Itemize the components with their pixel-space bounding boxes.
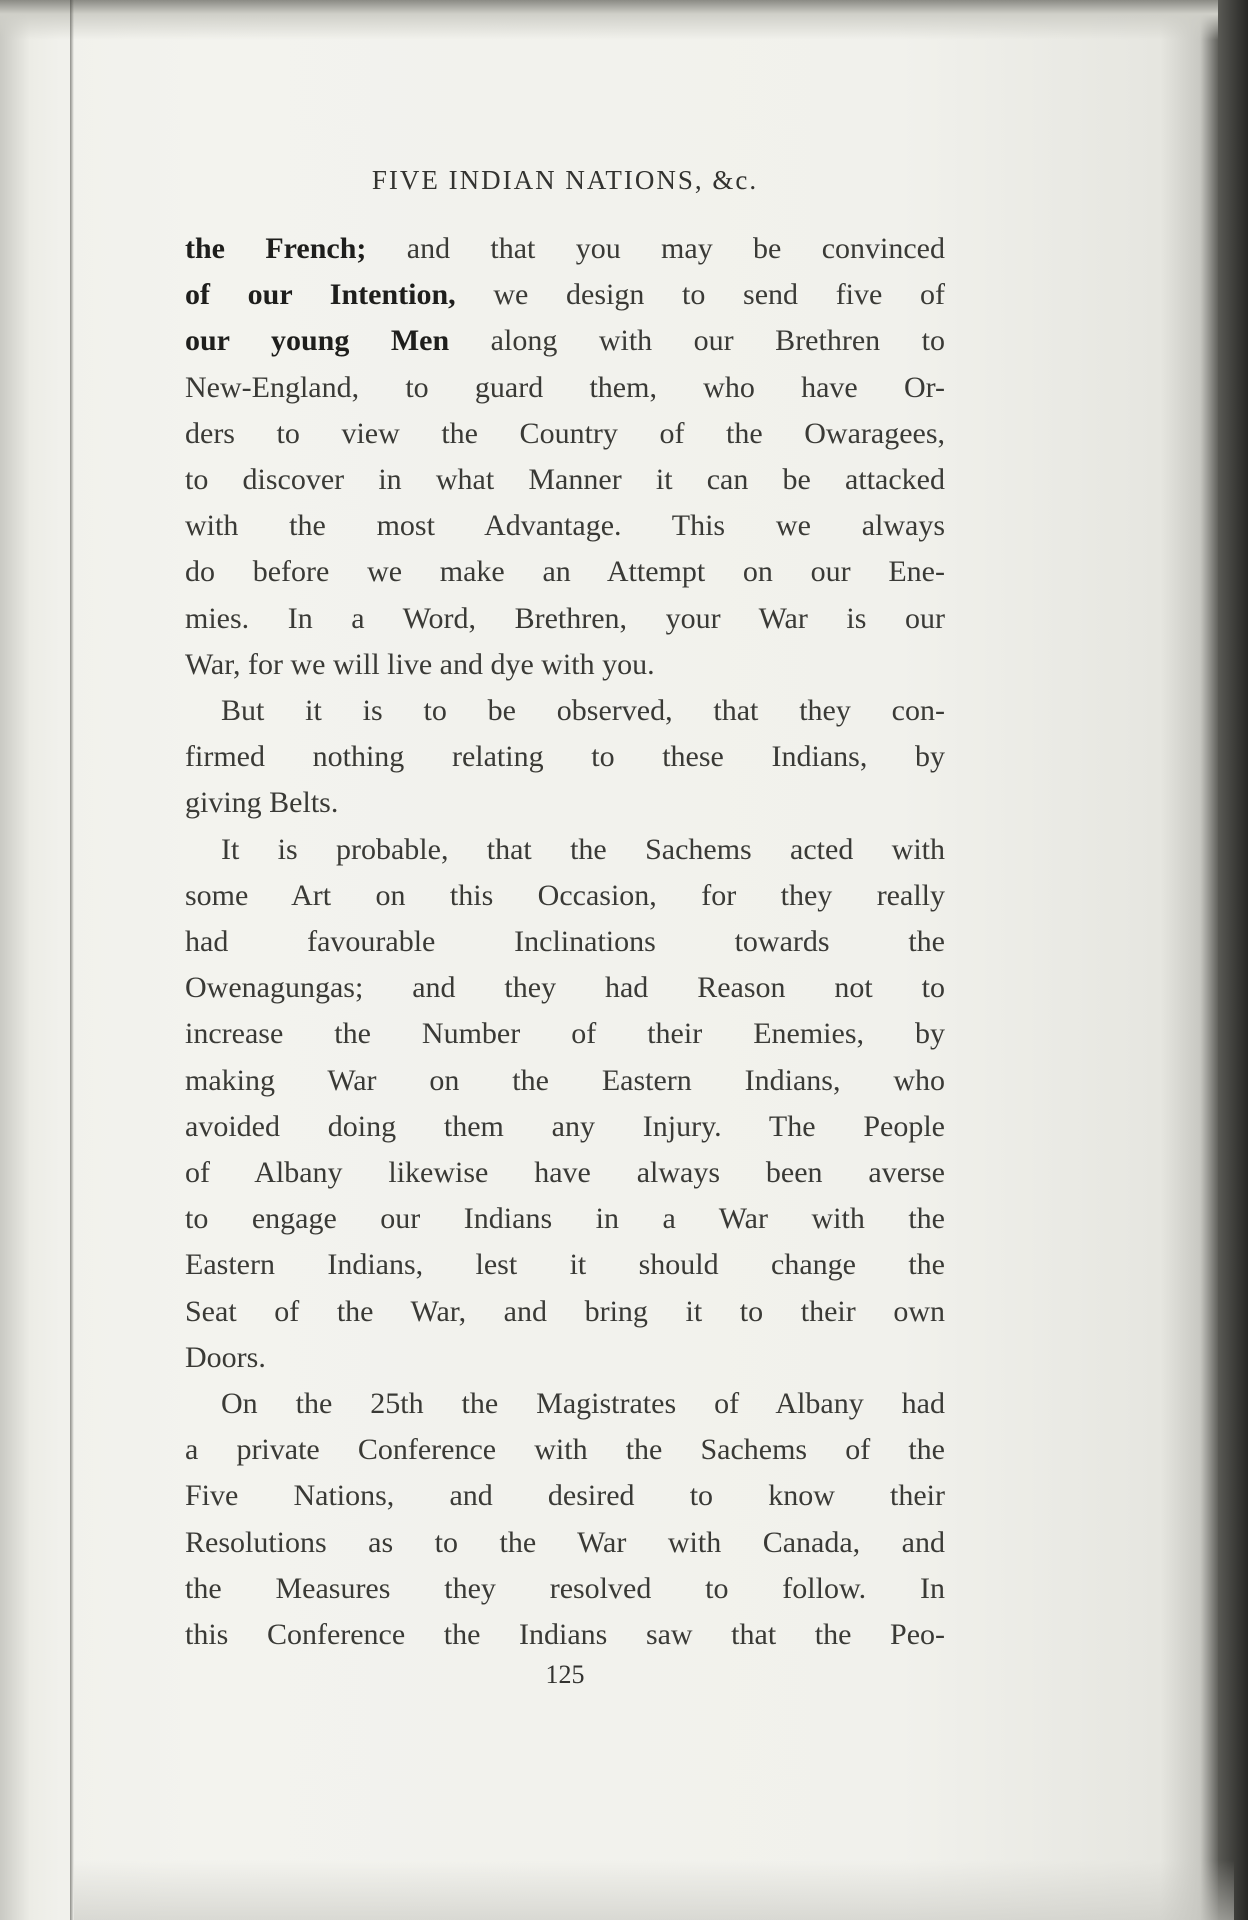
page-bottom-shadow [74,1860,1234,1920]
top-shadow [0,0,1248,40]
text-line: to engage our Indians in a War with the [185,1202,945,1236]
paragraph-3 [185,827,945,1381]
text-line: Doors. [185,1340,266,1374]
text-line: making War on the Eastern Indians, who [185,1063,945,1097]
text-line: Eastern Indians, lest it should change the [185,1248,945,1282]
text-line: avoided doing them any Injury. The People [185,1109,945,1143]
page-number: 125 [545,1660,585,1690]
book-gutter [70,0,74,1920]
paragraph-1 [185,226,945,688]
text-line: of Albany likewise have always been averse [185,1156,945,1190]
text-line: some Art on this Occasion, for they really [185,878,945,912]
text-line: a private Conference with the Sachems of the [185,1433,945,1467]
text-line: Owenagungas; and they had Reason not to [185,971,945,1005]
text-line: mies. In a Word, Brethren, your War is our [185,601,945,635]
paragraph-2 [185,688,945,827]
text-line: Resolutions as to the War with Canada, and [185,1525,945,1559]
book-edge [1218,0,1248,1920]
text-line: with the most Advantage. This we always [185,509,945,543]
text-line: It is probable, that the Sachems acted with [221,832,945,866]
text-line: War, for we will live and dye with you. [185,647,655,681]
page-content [185,165,945,1690]
text-line: do before we make an Attempt on our Ene- [185,555,945,589]
text-line: increase the Number of their Enemies, by [185,1017,945,1051]
text-line: On the 25th the Magistrates of Albany had [221,1387,945,1421]
text-line: New-England, to guard them, who have Or- [185,370,945,404]
text-line: But it is to be observed, that they con- [221,694,945,728]
text-line: firmed nothing relating to these Indians, by [185,740,945,774]
text-line: the French; and that you may be convinced [185,232,945,265]
paragraph-4 [185,1381,945,1658]
text-line: of our Intention, we design to send five of [185,278,945,312]
text-line: ders to view the Country of the Owaragees, [185,416,945,450]
text-line: had favourable Inclinations towards the [185,925,945,959]
running-head: FIVE INDIAN NATIONS, &c. [371,165,759,195]
text-line: Five Nations, and desired to know their [185,1479,945,1513]
text-line: giving Belts. [185,786,339,820]
text-line: our young Men along with our Brethren to [185,324,945,358]
text-line: Seat of the War, and bring it to their own [185,1294,945,1328]
text-line: the Measures they resolved to follow. In [185,1571,945,1605]
text-line: this Conference the Indians saw that the Peo- [185,1618,945,1652]
text-line: to discover in what Manner it can be attacked [185,463,945,497]
